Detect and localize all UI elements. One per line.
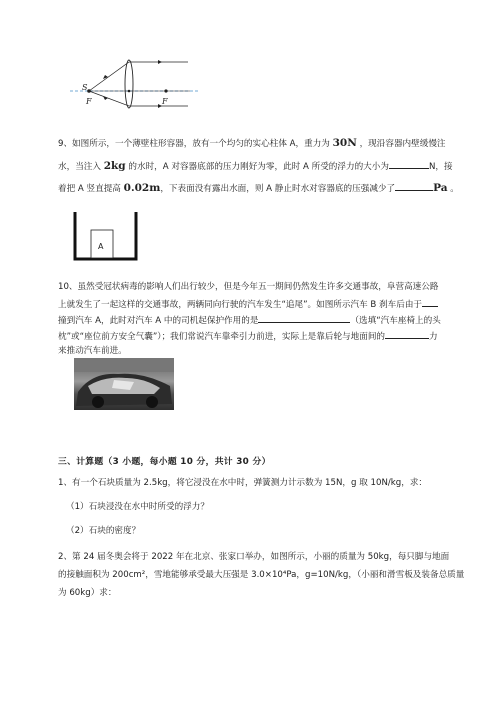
light-ray [89, 91, 129, 106]
label-s: S [82, 83, 88, 92]
calc1-q1: （1）石块浸没在水中时所受的浮力？ [66, 502, 209, 512]
q9-line2: 水，当注入 2kg 的水时，A 对容器底部的压力刚好为零，此时 A 所受的浮力的大小为 N，接 [58, 160, 453, 172]
q10-line1: 10、虽然受冠状病毒的影响人们出行较少，但是今年五一期间仍然发生许多交通事故，阜营高速公路 [58, 282, 439, 292]
calc1-q2: （2）石块的密度？ [66, 526, 141, 536]
ray-arrow [103, 96, 108, 100]
answer-blank[interactable] [389, 160, 429, 169]
source-point [87, 89, 91, 93]
q9-line1: 9、如图所示，一个薄壁柱形容器，放有一个均匀的实心柱体 A，重力为 30N ，现沿容器内壁缓慢注 [58, 137, 446, 149]
lens-center [128, 90, 131, 93]
lift-value: 0.02m [123, 182, 161, 194]
ray-arrow [158, 60, 162, 64]
label-f-right: F [162, 97, 168, 106]
weight-value: 30N [332, 137, 357, 149]
label-f-left: F [86, 97, 92, 106]
block-a-label: A [98, 242, 104, 251]
q9-line3: 着把 A 竖直提高 0.02m，下表面没有露出水面，则 A 静止时水对容器底的压强减少了 Pa 。 [58, 182, 459, 194]
convex-lens [125, 60, 133, 108]
q10-line2: 上就发生了一起这样的交通事故，两辆同向行驶的汽车发生“追尾”。如图所示汽车 B 刹车后由于 [58, 298, 438, 311]
answer-blank[interactable] [422, 298, 438, 307]
container-diagram [72, 212, 140, 262]
answer-blank[interactable] [395, 182, 433, 191]
water-mass-value: 2kg [103, 160, 126, 172]
q10-line5: 来推动汽车前进。 [58, 346, 127, 356]
ray-arrow [103, 75, 108, 79]
calc2-line2: 的接触面积为 200cm²，雪地能够承受最大压强是 3.0×10⁴Pa，g=10N/kg，（小丽和滑雪板及装备总质量 [58, 570, 465, 580]
calc2-line3: 为 60kg）求： [58, 588, 117, 598]
answer-blank[interactable] [385, 330, 429, 339]
calc1-stem: 1、有一个石块质量为 2.5kg，将它浸没在水中时，弹簧测力计示数为 15N，g 取 10N/kg，求： [58, 478, 428, 488]
section-title: 三、计算题（3 小题，每小题 10 分，共计 30 分） [58, 457, 271, 467]
focal-point [164, 89, 167, 92]
accident-photo [74, 358, 174, 410]
answer-blank[interactable] [258, 314, 350, 323]
calc2-line1: 2、第 24 届冬奥会将于 2022 年在北京、张家口举办，如图所示，小丽的质量为 50kg，每只脚与地面 [58, 552, 450, 562]
q10-line4: 枕”或“座位前方安全气囊”）；我们常说汽车靠牵引力前进，实际上是靠后轮与地面间的 力 [58, 332, 438, 342]
q10-line3: 撞到汽车 A，此时对汽车 A 中的司机起保护作用的是 （选填“汽车座椅上的头 [58, 316, 441, 326]
light-ray [89, 62, 129, 91]
